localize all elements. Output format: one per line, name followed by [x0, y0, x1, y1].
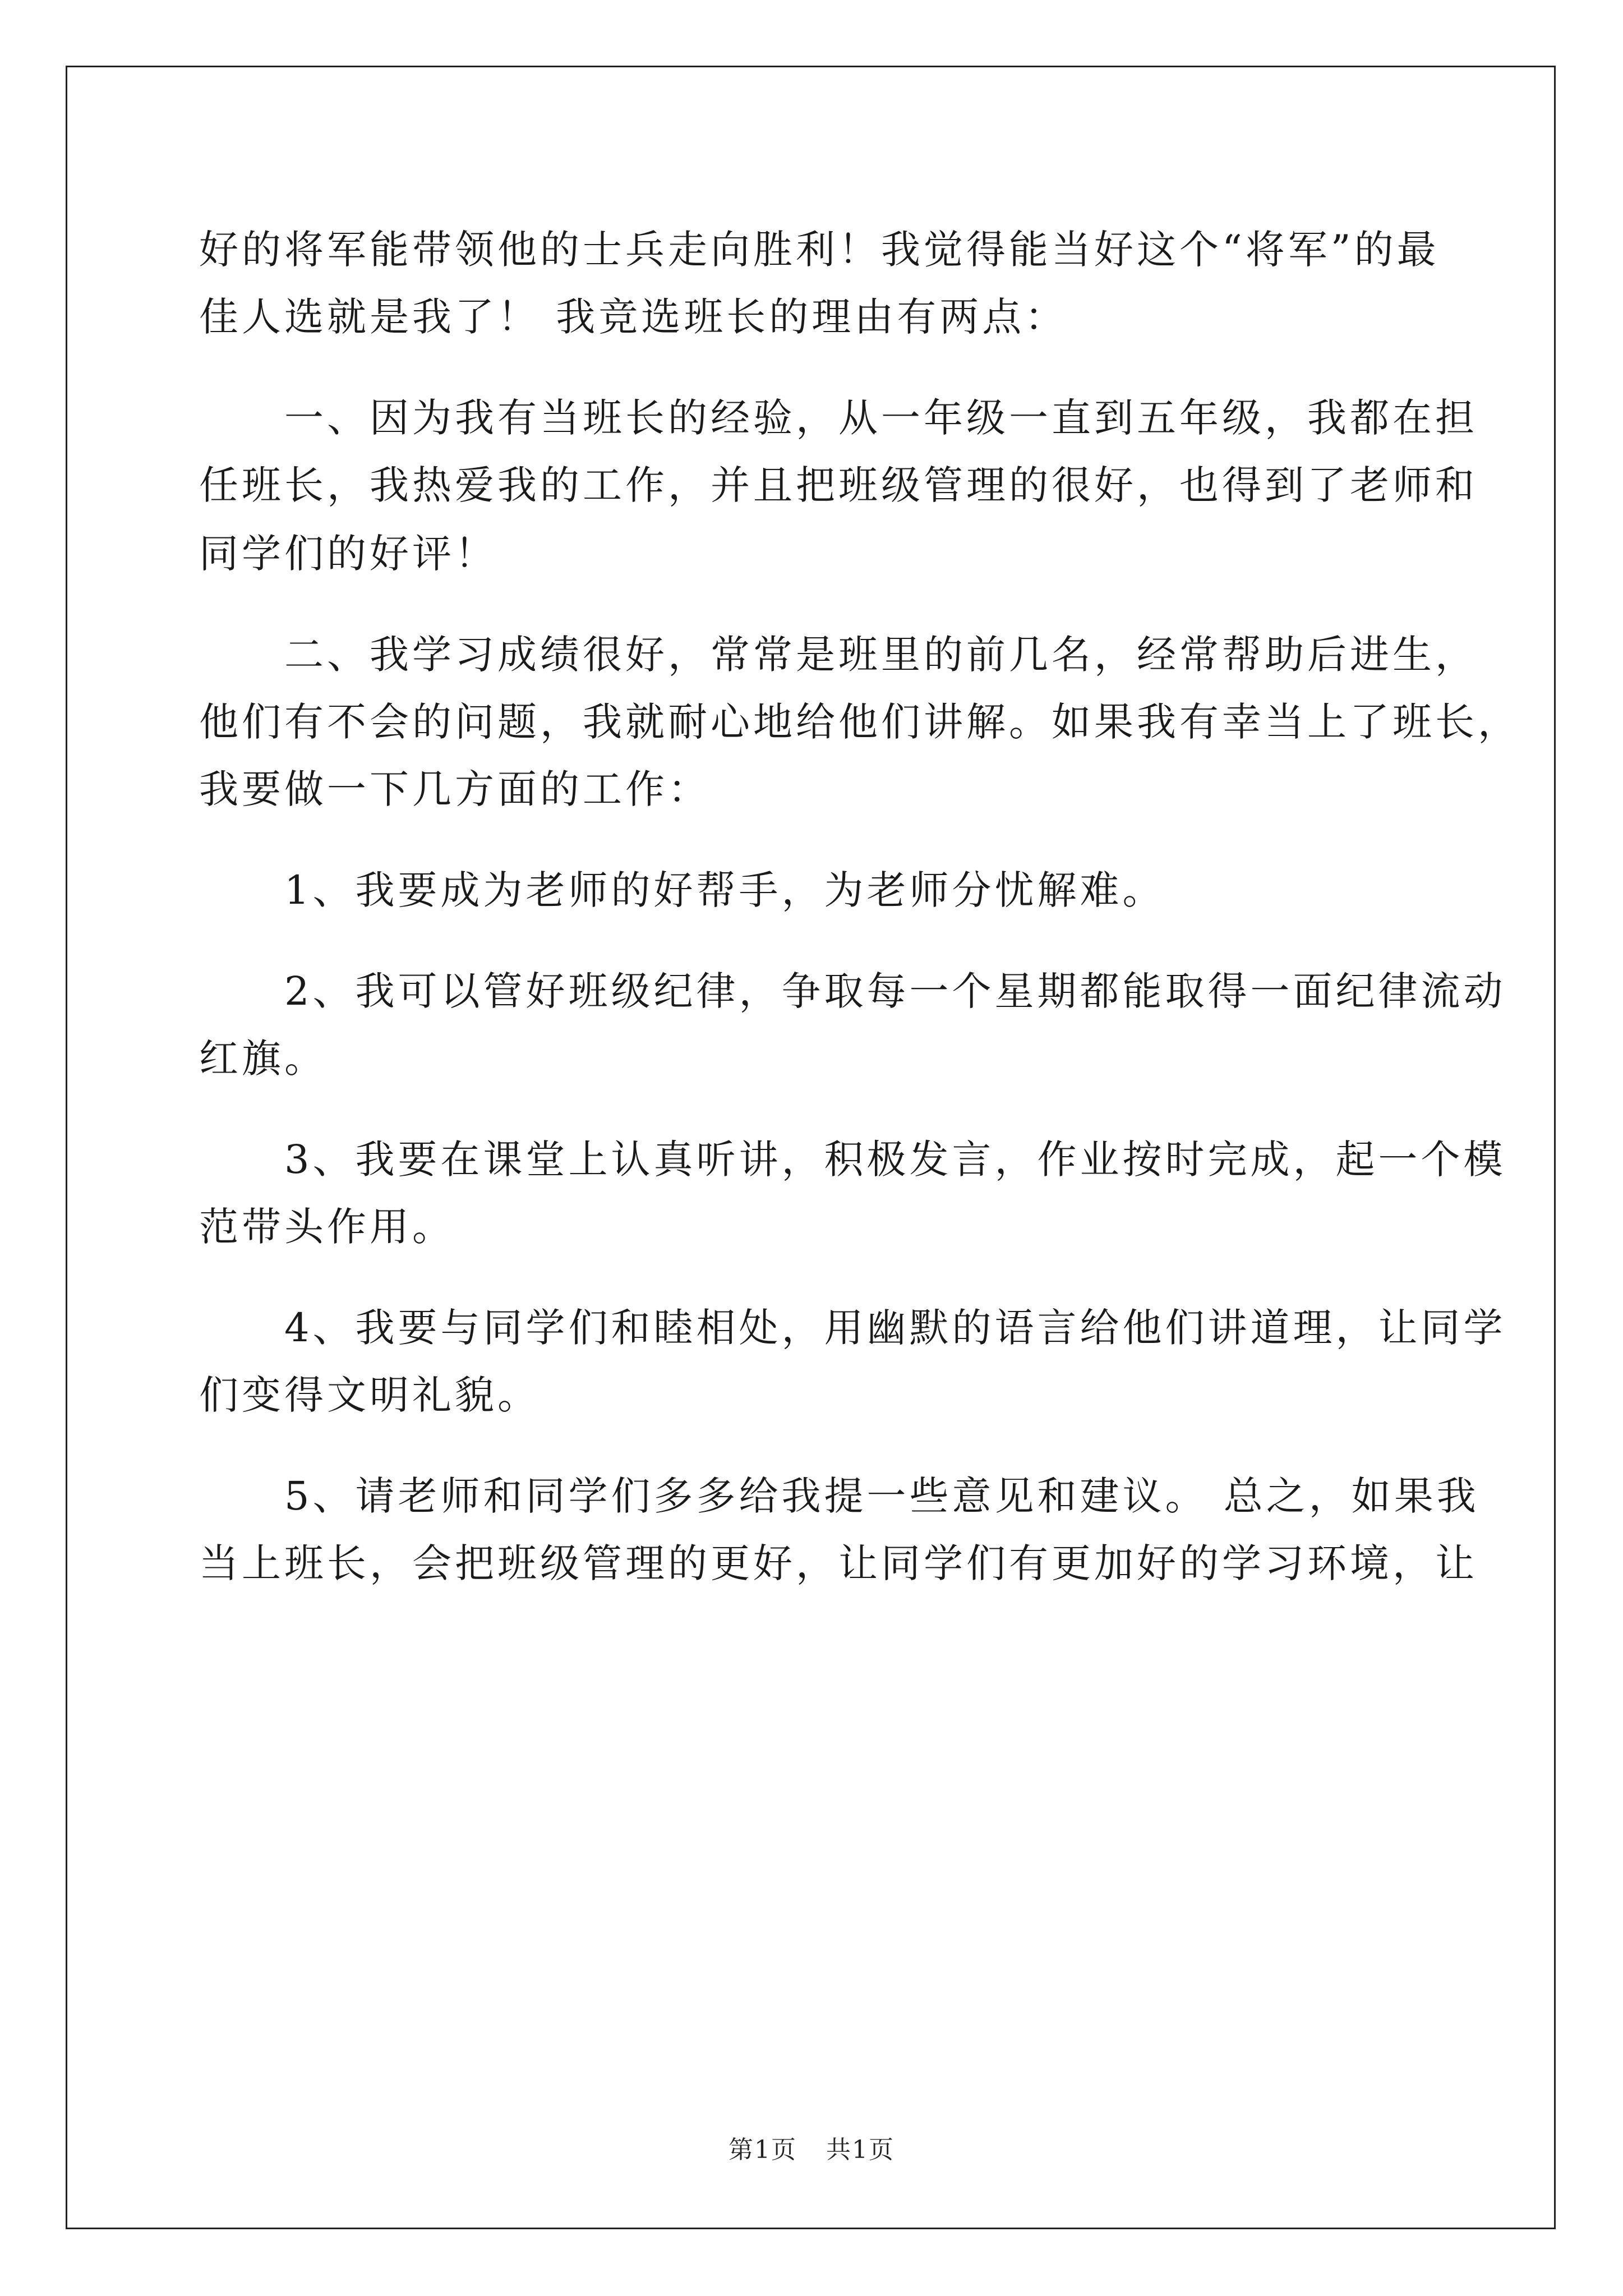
text-line: 范带头作用。: [199, 1204, 455, 1250]
text-line: 5、请老师和同学们多多给我提一些意见和建议。 总之，如果我: [199, 1473, 1479, 1519]
text-line: 红旗。: [199, 1036, 327, 1082]
text-line: 同学们的好评！: [199, 531, 497, 577]
text-line: 他们有不会的问题，我就耐心地给他们讲解。如果我有幸当上了班长，: [199, 699, 1520, 745]
page-footer: [0, 2129, 1623, 2165]
text-line: 二、我学习成绩很好，常常是班里的前几名，经常帮助后进生，: [199, 632, 1478, 678]
text-line: 3、我要在课堂上认真听讲，积极发言，作业按时完成，起一个模: [199, 1137, 1506, 1182]
text-line: 4、我要与同学们和睦相处，用幽默的语言给他们讲道理，让同学: [199, 1305, 1506, 1351]
text-line: 2、我可以管好班级纪律，争取每一个星期都能取得一面纪律流动: [199, 968, 1506, 1014]
text-line: 任班长，我热爱我的工作，并且把班级管理的很好，也得到了老师和: [199, 462, 1478, 508]
text-line: 1、我要成为老师的好帮手，为老师分忧解难。: [199, 867, 1165, 913]
text-line: 一、因为我有当班长的经验，从一年级一直到五年级，我都在担: [199, 395, 1478, 441]
page-total: 共1页: [826, 2136, 895, 2164]
text-line: 好的将军能带领他的士兵走向胜利！我觉得能当好这个“将军”的最: [199, 227, 1440, 273]
text-line: 佳人选就是我了！ 我竞选班长的理由有两点：: [199, 294, 1068, 340]
text-line: 我要做一下几方面的工作：: [199, 766, 711, 812]
text-line: 当上班长，会把班级管理的更好，让同学们有更加好的学习环境，让: [199, 1540, 1478, 1586]
text-line: 们变得文明礼貌。: [199, 1372, 540, 1418]
page-number: 第1页: [728, 2136, 797, 2164]
